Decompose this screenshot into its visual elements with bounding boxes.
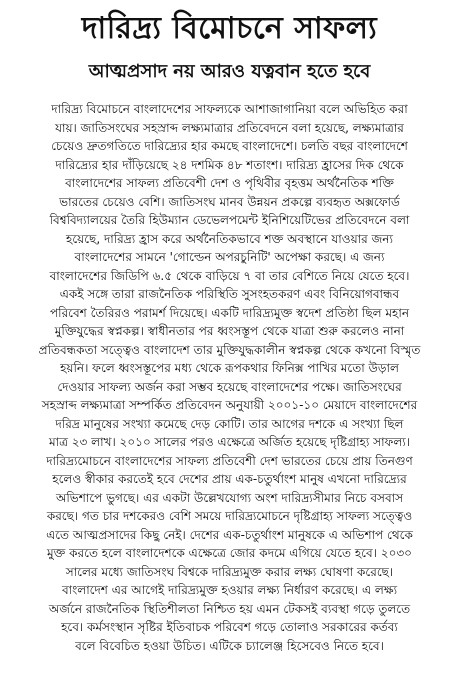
article-line: মুক্তিযুদ্ধের স্বপ্নকল্প। স্বাধীনতার পর ধ্বংসস্তূপ থেকে যাত্রা শুরু করলেও নানা <box>54 324 405 338</box>
article-line: দরিদ্র মানুষের সংখ্যা কমেছে দেড় কোটি। তার আগের দশকে এ সংখ্যা ছিল <box>55 416 404 431</box>
article-line: করছে। গত চার দশকেরও বেশি সময়ে দারিদ্র্যমোচনে দৃষ্টিগ্রাহ্য সাফল্য সত্ত্বেও <box>46 509 413 523</box>
article-line: হবে। কর্মসংস্থান সৃষ্টির ইতিবাচক পরিবেশ গড়ে তোলাও সরকারের কর্তব্য <box>61 620 398 634</box>
article-line: বলে বিবেচিত হওয়া উচিত। এটিকে চ্যালেঞ্জ হিসেবেও নিতে হবে। <box>75 638 384 653</box>
subheadline: আত্মপ্রসাদ নয় আরও যত্নবান হতে হবে <box>88 61 371 82</box>
article-line: ভারতের চেয়েও বেশি। জাতিসংঘ মানব উন্নয়ন প্রকল্পে ব্যবহৃত অক্সফোর্ড <box>59 194 400 209</box>
article-line: দারিদ্র্যমোচনে বাংলাদেশের সাফল্য প্রতিবেশী দেশ ভারতের চেয়ে প্রায় তিনগুণ <box>46 453 413 468</box>
article-line: বাংলাদেশের সাফল্য প্রতিবেশী দেশ ও পৃথিবীর বৃহত্তম অর্থনৈতিক শক্তি <box>65 176 394 190</box>
article-line: মাত্র ২৩ লাখ। ২০১০ সালের পরও এক্ষেত্রে অর্জিত হয়েছে দৃষ্টিগ্রাহ্য সাফল্য। <box>48 435 411 449</box>
article-line: অর্জনে রাজনৈতিক স্থিতিশীলতা নিশ্চিত হয় এমন টেকসই ব্যবস্থা গড়ে তুলতে <box>48 601 411 616</box>
article-line: সহস্রাব্দ লক্ষ্যমাত্রা সম্পর্কিত প্রতিবেদন অনুযায়ী ২০০১-১০ মেয়াদে বাংলাদেশের <box>41 398 418 412</box>
article-line: একই সঙ্গে তারা রাজনৈতিক পরিস্থিতি সুসংহতকরণ এবং বিনিয়োগবান্ধব <box>59 287 400 301</box>
article-line: পরিবেশ তৈরিরও পরামর্শ দিয়েছে। একটি দারিদ্র্যমুক্ত স্বদেশ প্রতিষ্ঠা ছিল মহান <box>49 305 409 320</box>
article-line: মুক্ত করতে হলে বাংলাদেশকে এক্ষেত্রে জোর কদমে এগিয়ে যেতে হবে। ২০৩০ <box>47 546 412 560</box>
article-line: দারিদ্র্য বিমোচনে বাংলাদেশের সাফল্যকে আশাজাগানিয়া বলে অভিহিত করা <box>51 102 408 116</box>
article-line: হয়েছে, দারিদ্র্য হ্রাস করে অর্থনৈতিকভাবে শক্ত অবস্থানে যাওয়ার জন্য <box>66 231 393 246</box>
article-line: হয়নি। ফলে ধ্বংসস্তূপের মধ্য থেকে রূপকথার ফিনিক্স পাখির মতো উড়াল <box>60 361 399 375</box>
article-line: বাংলাদেশের সামনে 'গোল্ডেন অপরচুনিটি' অপেক্ষা করছে। এ জন্য <box>74 250 385 264</box>
article-line: বিশ্ববিদ্যালয়ের তৈরি হিউম্যান ডেভেলপমেন্ট ইনিশিয়েটিভের প্রতিবেদনে বলা <box>49 213 410 227</box>
article-line: বাংলাদেশের জিডিপি ৬.৫ থেকে বাড়িয়ে ৭ বা তার বেশিতে নিয়ে যেতে হবে। <box>49 268 410 283</box>
article-line: সালের মধ্যে জাতিসংঘ বিশ্বকে দারিদ্র্যমুক্ত করার লক্ষ্য ঘোষণা করেছে। <box>65 564 394 579</box>
article-line: চেয়েও দ্রুতগতিতে দারিদ্র্যের হার কমছে বাংলাদেশে। চলতি বছর বাংলাদেশে <box>51 139 408 153</box>
article-line: এতে আত্মপ্রসাদের কিছু নেই। দেশের এক-চতুর্থাংশ মানুষকে এ অভিশাপ থেকে <box>46 527 413 542</box>
article-line: হলেও স্বীকার করতেই হবে দেশের প্রায় এক-চতুর্থাংশ মানুষ এখনো দারিদ্র্যের <box>52 472 407 486</box>
article-line: যায়। জাতিসংঘের সহস্রাব্দ লক্ষ্যমাত্রার প্রতিবেদনে বলা হয়েছে, লক্ষ্যমাত্রার <box>55 120 404 135</box>
article-body <box>8 100 451 655</box>
article-line: প্রতিবন্ধকতা সত্ত্বেও বাংলাদেশ তার মুক্তিযুদ্ধকালীন স্বপ্নকল্প থেকে কখনো বিস্মৃত <box>38 342 421 357</box>
headline: দারিদ্র্য বিমোচনে সাফল্য <box>81 11 378 46</box>
article-line: দারিদ্র্যের হার দাঁড়িয়েছে ২৪ দশমিক ৪৮ শতাংশ। দারিদ্র্য হ্রাসের দিক থেকে <box>55 157 404 172</box>
article-line: বাংলাদেশ এর আগেই দারিদ্র্যমুক্ত হওয়ার লক্ষ্য নির্ধারণ করেছে। এ লক্ষ্য <box>61 583 398 597</box>
article-line: দেওয়ার সাফল্য অর্জন করা সম্ভব হয়েছে বাংলাদেশের পক্ষে। জাতিসংঘের <box>57 379 402 394</box>
article-line: অভিশাপে ভুগছে। এর একটা উল্লেখযোগ্য অংশ দারিদ্র্যসীমার নিচে বসবাস <box>55 490 404 505</box>
